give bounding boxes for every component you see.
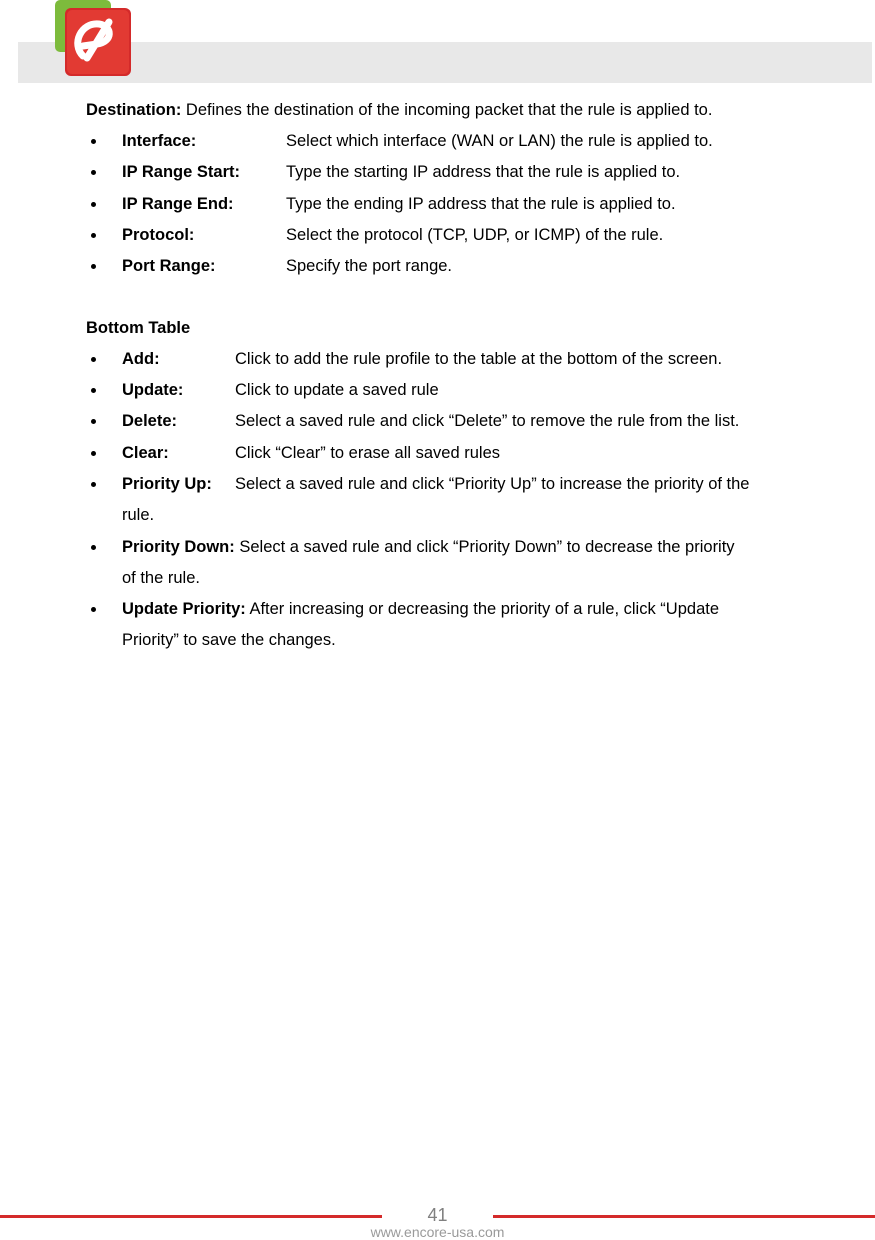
item-desc: Select a saved rule and click “Priority Down” to decrease the priority <box>234 538 735 556</box>
item-desc-continuation: of the rule. <box>122 569 200 587</box>
bullet-icon <box>91 388 96 393</box>
destination-paragraph <box>86 100 712 120</box>
item-desc: Click “Clear” to erase all saved rules <box>235 444 501 462</box>
item-term: Clear: <box>122 444 169 462</box>
bullet-icon <box>91 139 96 144</box>
item-desc: After increasing or decreasing the priority of a rule, click “Update <box>245 600 720 618</box>
item-desc-continuation: rule. <box>122 506 155 524</box>
destination-label: Destination: <box>86 101 182 119</box>
item-term: Delete: <box>122 412 178 430</box>
item-desc: Type the starting IP address that the rule is applied to. <box>286 163 681 181</box>
item-term: Interface: <box>122 132 197 150</box>
item-term: Update Priority: <box>122 600 246 618</box>
item-desc: Select the protocol (TCP, UDP, or ICMP) of the rule. <box>286 226 664 244</box>
item-line <box>122 599 719 619</box>
bullet-icon <box>91 357 96 362</box>
destination-text: Defines the destination of the incoming packet that the rule is applied to. <box>181 101 713 119</box>
website-url: www.encore-usa.com <box>370 1224 505 1240</box>
item-term: IP Range Start: <box>122 163 240 181</box>
page-number: 41 <box>427 1205 448 1225</box>
bullet-icon <box>91 545 96 550</box>
bullet-icon <box>91 264 96 269</box>
bullet-icon <box>91 419 96 424</box>
item-desc: Click to update a saved rule <box>235 381 439 399</box>
section-heading: Bottom Table <box>86 319 191 337</box>
item-term: Priority Down: <box>122 538 235 556</box>
bullet-icon <box>91 451 96 456</box>
bullet-icon <box>91 202 96 207</box>
item-desc: Click to add the rule profile to the table at the bottom of the screen. <box>235 350 723 368</box>
item-term: Port Range: <box>122 257 216 275</box>
header-band <box>18 42 872 83</box>
item-desc: Type the ending IP address that the rule is applied to. <box>286 195 676 213</box>
item-desc: Select which interface (WAN or LAN) the rule is applied to. <box>286 132 713 150</box>
item-line <box>122 537 735 557</box>
item-term: IP Range End: <box>122 195 234 213</box>
item-desc: Select a saved rule and click “Priority Up” to increase the priority of the <box>235 475 750 493</box>
item-desc-continuation: Priority” to save the changes. <box>122 631 336 649</box>
encore-logo-icon <box>53 0 133 78</box>
item-term: Priority Up: <box>122 475 212 493</box>
bullet-icon <box>91 170 96 175</box>
item-desc: Specify the port range. <box>286 257 453 275</box>
item-term: Add: <box>122 350 160 368</box>
bullet-icon <box>91 607 96 612</box>
item-term: Update: <box>122 381 184 399</box>
item-desc: Select a saved rule and click “Delete” to remove the rule from the list. <box>235 412 740 430</box>
bullet-icon <box>91 482 96 487</box>
bullet-icon <box>91 233 96 238</box>
item-term: Protocol: <box>122 226 195 244</box>
